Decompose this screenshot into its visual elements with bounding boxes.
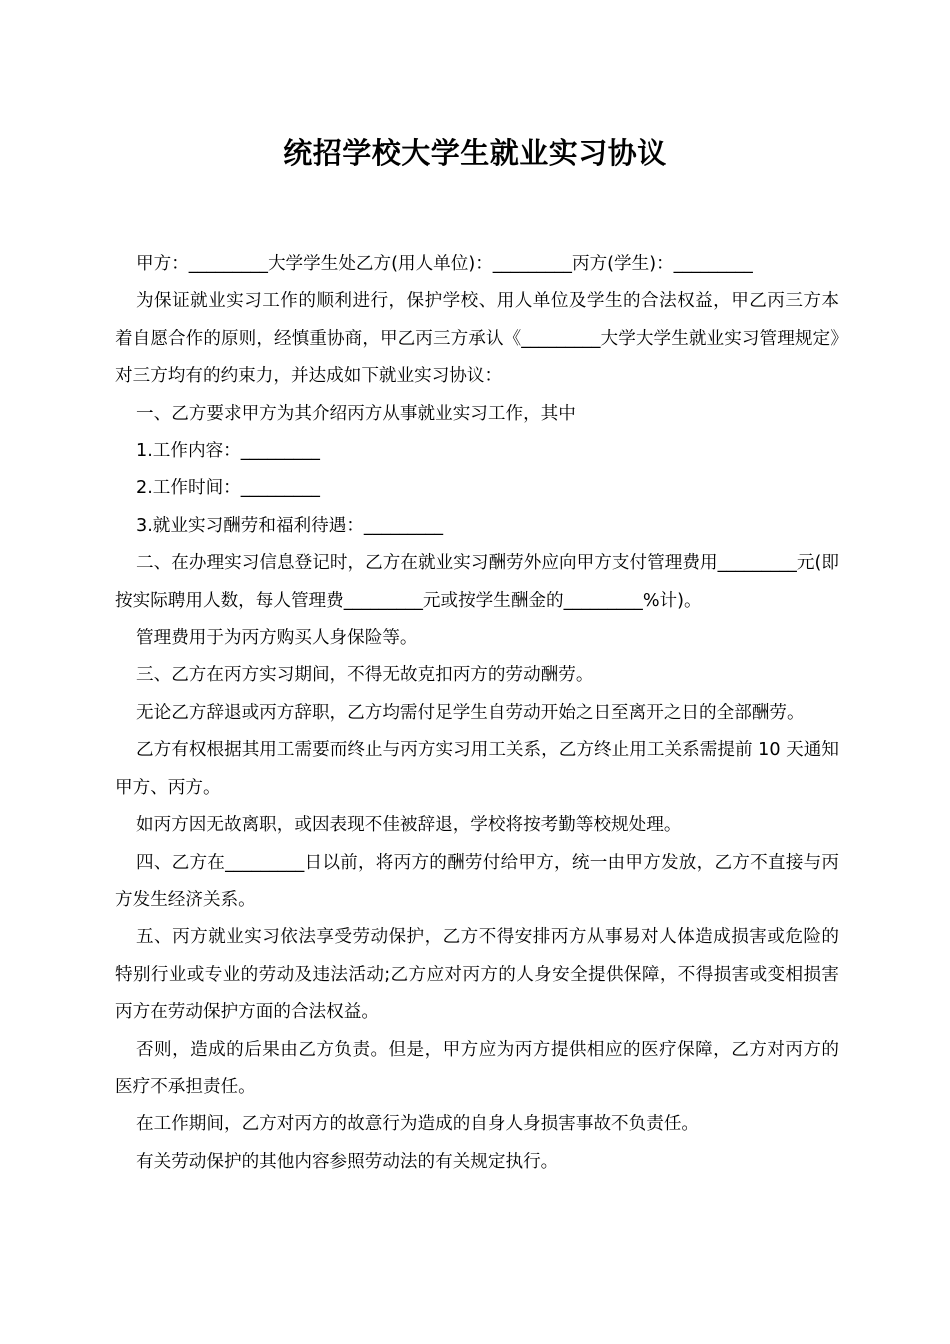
paragraph-clause-2: 二、在办理实习信息登记时，乙方在就业实习酬劳外应向甲方支付管理费用_________元(即按实际聘用人数，每人管理费_________元或按学生酬金的_________%计)。 <box>115 553 839 611</box>
paragraph-clause-1-item-1: 1.工作内容：_________ <box>136 441 320 462</box>
paragraph-clause-3-discipline: 如丙方因无故离职，或因表现不佳被辞退，学校将按考勤等校规处理。 <box>136 815 682 836</box>
paragraph-parties: 甲方：_________大学学生处乙方(用人单位)：_________丙方(学生)：_________ <box>136 254 753 274</box>
paragraph-clause-2-note: 管理费用于为丙方购买人身保险等。 <box>136 628 418 649</box>
paragraph-clause-3-termination: 乙方有权根据其用工需要而终止与丙方实习用工关系，乙方终止用工关系需提前 10 天通知甲方、丙方。 <box>115 740 839 798</box>
paragraph-clause-3-dismissal: 无论乙方辞退或丙方辞职，乙方均需付足学生自劳动开始之日至离开之日的全部酬劳。 <box>136 702 805 723</box>
document-title: 统招学校大学生就业实习协议 <box>283 136 667 170</box>
paragraph-clause-5-liability: 否则，造成的后果由乙方负责。但是，甲方应为丙方提供相应的医疗保障，乙方对丙方的医疗不承担责任。 <box>115 1039 839 1097</box>
paragraph-preamble: 为保证就业实习工作的顺利进行，保护学校、用人单位及学生的合法权益，甲乙丙三方本着自愿合作的原则，经慎重协商，甲乙丙三方承认《_________大学大学生就业实习管理规定》对三方均有的约束力，并达成如下就业实习协议： <box>115 291 839 387</box>
paragraph-clause-5-reference: 有关劳动保护的其他内容参照劳动法的有关规定执行。 <box>136 1151 559 1172</box>
paragraph-clause-4: 四、乙方在_________日以前，将丙方的酬劳付给甲方，统一由甲方发放，乙方不直接与丙方发生经济关系。 <box>115 852 839 910</box>
paragraph-clause-5-exemption: 在工作期间，乙方对丙方的故意行为造成的自身人身损害事故不负责任。 <box>136 1114 700 1135</box>
paragraph-clause-1-item-2: 2.工作时间：_________ <box>136 478 320 499</box>
paragraph-clause-1: 一、乙方要求甲方为其介绍丙方从事就业实习工作，其中 <box>136 403 576 424</box>
paragraph-clause-5: 五、丙方就业实习依法享受劳动保护，乙方不得安排丙方从事易对人体造成损害或危险的特别行业或专业的劳动及违法活动;乙方应对丙方的人身安全提供保障，不得损害或变相损害丙方在劳动保护方面的合法权益。 <box>115 927 839 1023</box>
paragraph-clause-1-item-3: 3.就业实习酬劳和福利待遇：_________ <box>136 515 444 536</box>
document-body <box>115 246 839 1181</box>
paragraph-clause-3: 三、乙方在丙方实习期间，不得无故克扣丙方的劳动酬劳。 <box>136 665 594 686</box>
